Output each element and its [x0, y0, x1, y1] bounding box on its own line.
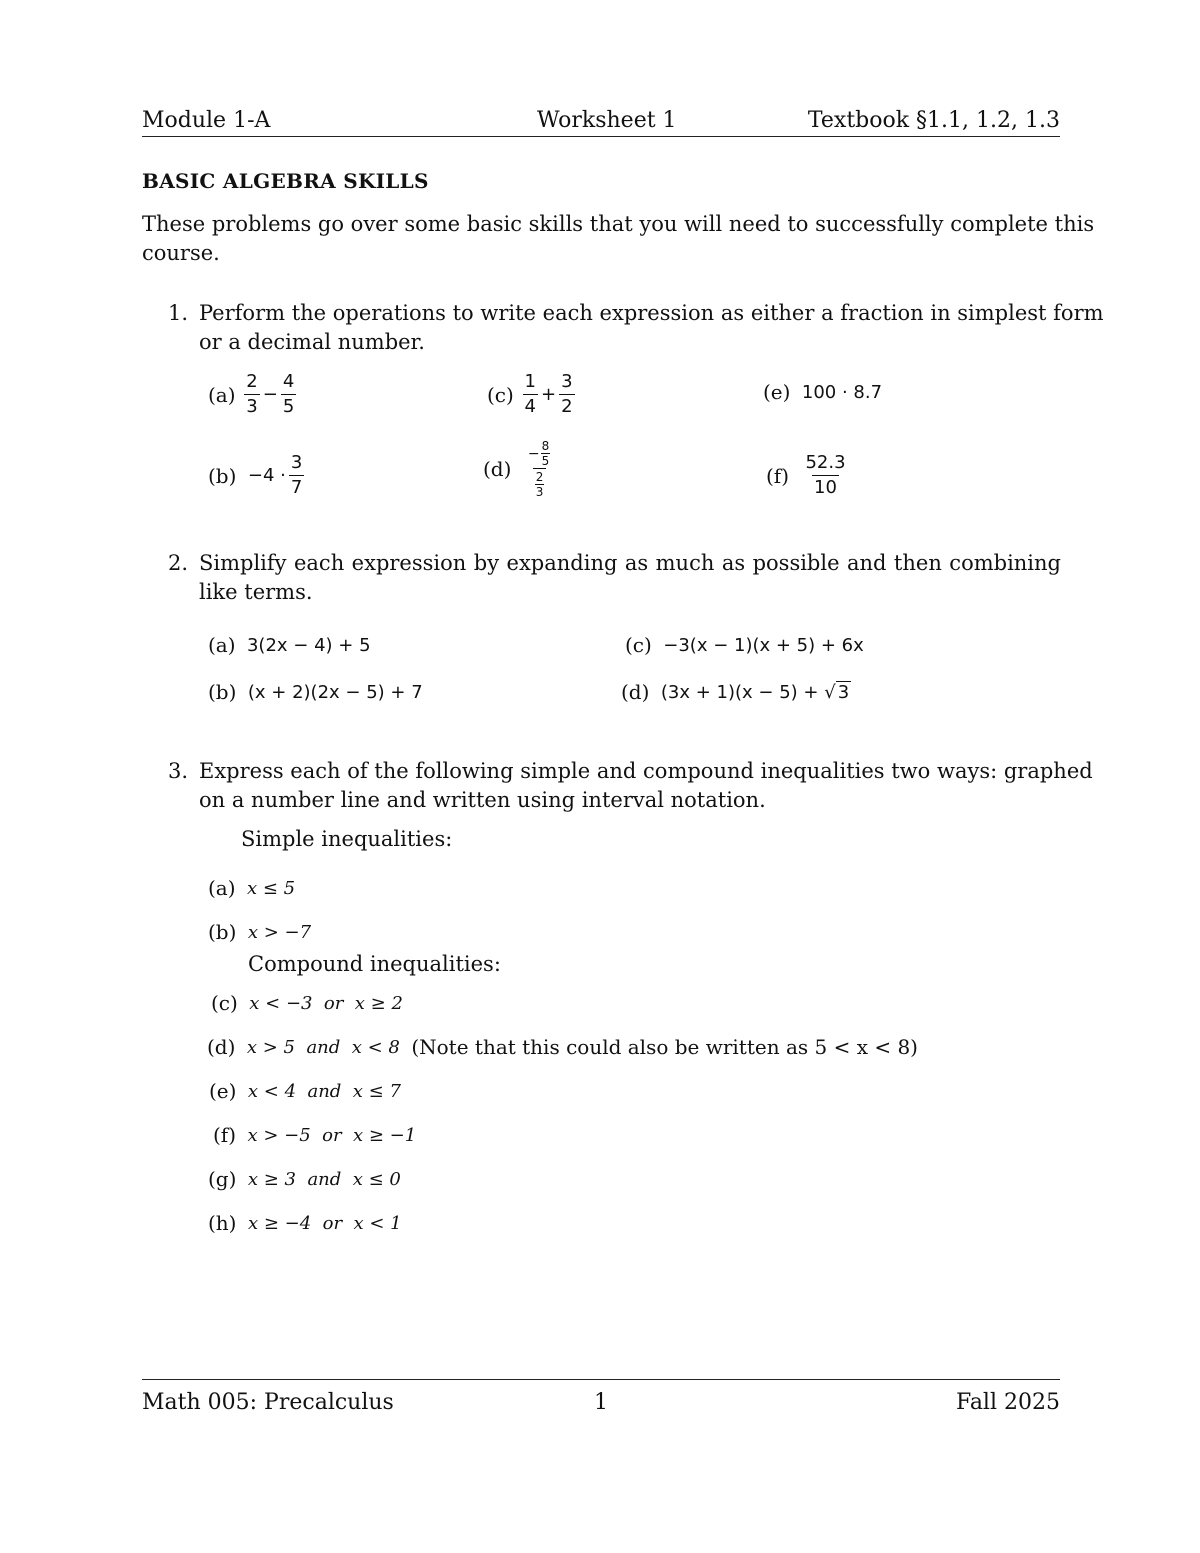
- operator: −: [262, 384, 278, 405]
- header-textbook: Textbook §1.1, 1.2, 1.3: [807, 108, 1060, 133]
- item-label: (c): [487, 382, 514, 407]
- q3-item-a: [208, 876, 295, 900]
- item-label: (a): [208, 876, 236, 900]
- item-label: (d): [483, 457, 512, 481]
- expression: x > 5 and x < 8: [246, 1036, 400, 1058]
- expression: −3(x − 1)(x + 5) + 6x: [663, 634, 864, 656]
- intro-line-2: course.: [142, 241, 220, 265]
- expression: x > −7: [247, 921, 312, 943]
- item-label: (b): [208, 920, 237, 944]
- q2-item-c: [625, 633, 864, 657]
- footer-term: Fall 2025: [956, 1390, 1060, 1415]
- q3-item-e: [209, 1079, 401, 1103]
- q1-item-c: [487, 372, 578, 417]
- q2-number: 2.: [168, 551, 189, 575]
- item-label: (b): [208, 680, 237, 704]
- item-label: (b): [208, 463, 237, 488]
- fraction: $\frac{4}{5}$: [282, 371, 295, 417]
- expression: x ≥ 3 and x ≤ 0: [247, 1168, 401, 1190]
- q3-item-d: [207, 1035, 918, 1059]
- simple-heading: Simple inequalities:: [241, 827, 453, 851]
- note: (Note that this could also be written as 5 < x < 8): [411, 1035, 918, 1059]
- compound-heading: Compound inequalities:: [248, 952, 501, 976]
- q1-item-e: [763, 380, 882, 404]
- fraction: $\frac{3}{7}$: [290, 452, 303, 498]
- q3-text-line-1: Express each of the following simple and compound inequalities two ways: graphed: [199, 759, 1093, 783]
- expression: 100 · 8.7: [801, 381, 883, 403]
- expression: x < 4 and x ≤ 7: [247, 1080, 401, 1102]
- q2-item-b: [208, 680, 423, 704]
- item-label: (a): [208, 382, 236, 407]
- item-label: (a): [208, 633, 236, 657]
- item-label: (e): [209, 1079, 237, 1103]
- q1-number: 1.: [168, 301, 189, 325]
- expression: x > −5 or x ≥ −1: [247, 1124, 417, 1146]
- q3-number: 3.: [168, 759, 189, 783]
- q2-text-line-2: like terms.: [199, 580, 313, 604]
- item-label: (e): [763, 380, 791, 404]
- fraction: $\frac{2}{3}$: [246, 371, 258, 417]
- q1-text-line-1: Perform the operations to write each expression as either a fraction in simplest form: [199, 301, 1104, 325]
- item-label: (c): [625, 633, 652, 657]
- q3-item-h: [208, 1211, 402, 1235]
- footer-course: Math 005: Precalculus: [142, 1390, 394, 1415]
- q3-text-line-2: on a number line and written using interval notation.: [199, 788, 766, 812]
- q3-item-f: [213, 1123, 416, 1147]
- q3-item-b: [208, 920, 311, 944]
- fraction: $\frac{52.3}{10}$: [805, 452, 846, 498]
- item-label: (d): [621, 680, 650, 704]
- q3-item-g: [208, 1167, 401, 1191]
- page-title: BASIC ALGEBRA SKILLS: [142, 169, 429, 193]
- operator: +: [541, 384, 557, 405]
- q1-item-b: [208, 453, 307, 498]
- item-label: (d): [207, 1035, 236, 1059]
- q1-item-a: [208, 372, 299, 417]
- expression: −4 ·: [247, 465, 286, 486]
- q2-text-line-1: Simplify each expression by expanding as much as possible and then combining: [199, 551, 1061, 575]
- item-label: (c): [211, 991, 238, 1015]
- intro-line-1: These problems go over some basic skills that you will need to successfully complete this: [142, 212, 1095, 236]
- expression: x ≤ 5: [246, 877, 296, 899]
- q3-item-c: [211, 991, 403, 1015]
- q1-item-d: [483, 440, 556, 498]
- expression: 3(2x − 4) + 5: [246, 634, 371, 656]
- square-root: √ 3: [824, 681, 850, 703]
- footer-page-number: 1: [594, 1390, 608, 1415]
- item-label: (f): [213, 1123, 237, 1147]
- complex-fraction: − $\frac{8}{5}$ $\frac{2}{3}$: [527, 439, 550, 499]
- item-label: (g): [208, 1167, 237, 1191]
- expression: (x + 2)(2x − 5) + 7: [247, 681, 423, 703]
- header-module: Module 1-A: [142, 108, 271, 133]
- q2-item-a: [208, 633, 371, 657]
- header-rule: [142, 136, 1060, 137]
- q1-text-line-2: or a decimal number.: [199, 330, 425, 354]
- footer-rule: [142, 1379, 1060, 1380]
- q1-item-f: [766, 453, 851, 498]
- item-label: (f): [766, 463, 790, 488]
- fraction: $\frac{1}{4}$: [524, 371, 536, 417]
- expression: (3x + 1)(x − 5) +: [660, 681, 819, 703]
- header-worksheet: Worksheet 1: [537, 108, 677, 133]
- item-label: (h): [208, 1211, 237, 1235]
- q2-item-d: [621, 680, 851, 704]
- fraction: $\frac{3}{2}$: [561, 371, 573, 417]
- expression: x < −3 or x ≥ 2: [249, 992, 403, 1014]
- expression: x ≥ −4 or x < 1: [247, 1212, 402, 1234]
